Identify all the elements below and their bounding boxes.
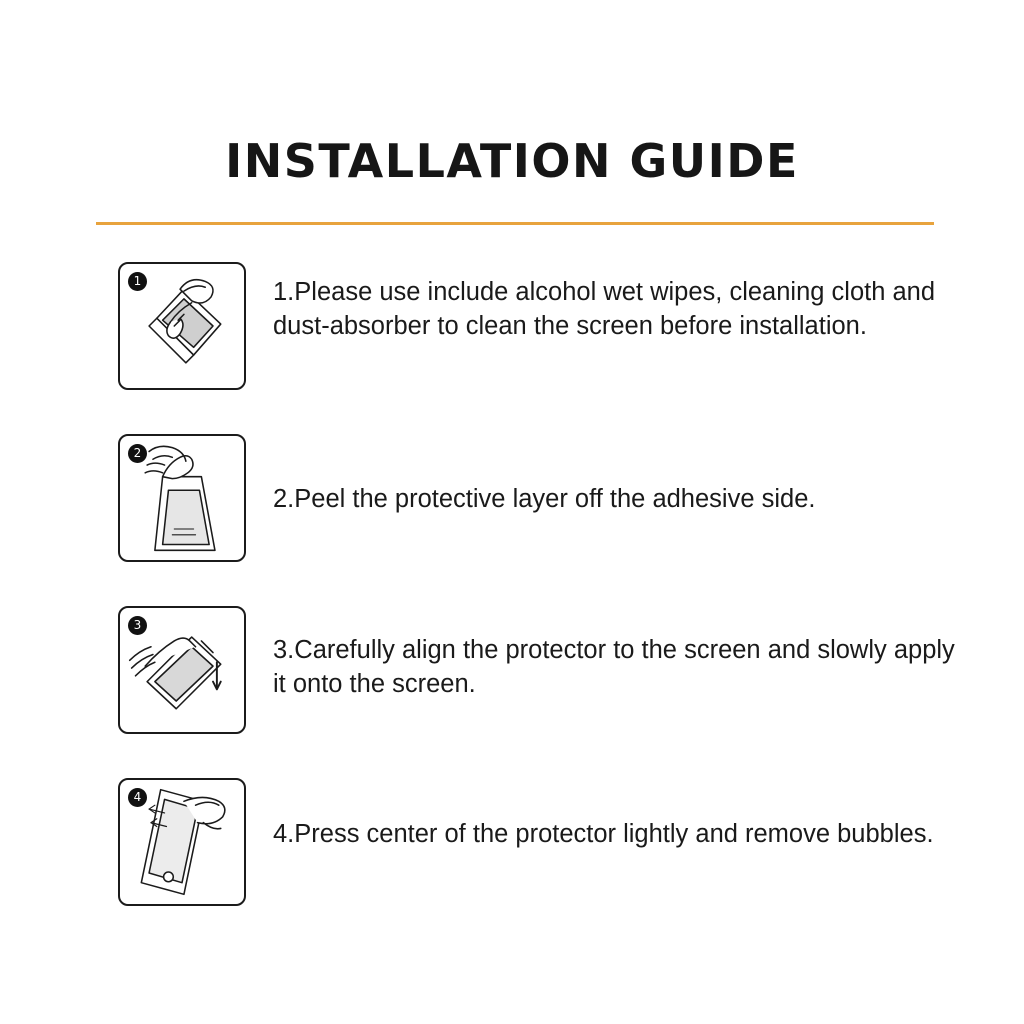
step-body: Carefully align the protector to the screen and slowly apply it onto the screen.: [273, 636, 955, 698]
list-item: [0, 434, 1024, 562]
step-body: Press center of the protector lightly and remove bubbles.: [294, 820, 934, 848]
step-text: [273, 434, 815, 517]
steps-list: [0, 262, 1024, 950]
page-title: INSTALLATION GUIDE: [225, 134, 799, 188]
step-number: 3.: [273, 636, 295, 664]
step-number: 2.: [273, 485, 295, 513]
step-number: 4.: [273, 820, 295, 848]
step-badge: 4: [128, 788, 147, 807]
step-badge: 2: [128, 444, 147, 463]
step-2-illustration: [118, 434, 246, 562]
step-text: [273, 778, 934, 852]
step-4-illustration: [118, 778, 246, 906]
step-text: [273, 606, 964, 702]
step-number: 1.: [273, 278, 295, 306]
step-badge: 1: [128, 272, 147, 291]
step-body: Please use include alcohol wet wipes, cleaning cloth and dust-absorber to clean the screen before installation.: [273, 278, 936, 340]
title-divider: [96, 222, 934, 225]
step-3-illustration: [118, 606, 246, 734]
list-item: [0, 606, 1024, 734]
step-body: Peel the protective layer off the adhesive side.: [294, 485, 816, 513]
list-item: [0, 262, 1024, 390]
step-1-illustration: [118, 262, 246, 390]
list-item: [0, 778, 1024, 906]
step-badge: 3: [128, 616, 147, 635]
step-text: [273, 262, 964, 344]
